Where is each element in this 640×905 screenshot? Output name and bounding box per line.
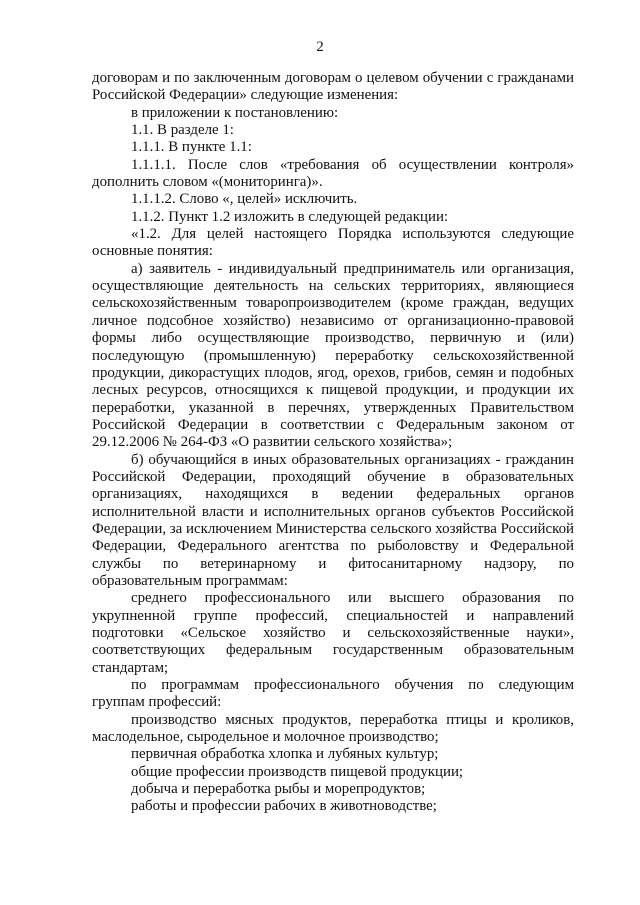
paragraph: в приложении к постановлению: bbox=[131, 104, 339, 121]
paragraph: работы и профессии рабочих в животноводстве; bbox=[131, 798, 437, 815]
paragraph: б) обучающийся в иных образовательных организациях - гражданин Российской Федерации, проходящий обучение в образовательных организациях, находящихся в ведении федеральных органов исполнительной власти и исполнительных органов субъектов Российской Федерации, за исключением Министерства сельского хозяйства Российской Федерации, Федерального агентства по рыболовству и Федеральной службы по ветеринарному и фитосанитарному надзору, по образовательным программам: bbox=[92, 451, 574, 589]
paragraph: производство мясных продуктов, переработка птицы и кроликов, маслодельное, сыродельное и молочное производство; bbox=[92, 711, 574, 746]
paragraph: 1.1.1.2. Слово «, целей» исключить. bbox=[131, 191, 358, 208]
paragraph: среднего профессионального или высшего образования по укрупненной группе профессий, специальностей и направлений подготовки «Сельское хозяйство и сельскохозяйственные науки», соответствующих федеральным государственным образовательным стандартам; bbox=[92, 590, 574, 676]
paragraph: 1.1.2. Пункт 1.2 изложить в следующей редакции: bbox=[131, 208, 449, 225]
paragraph: по программам профессионального обучения по следующим группам профессий: bbox=[92, 677, 574, 711]
page-number: 2 bbox=[316, 39, 324, 55]
paragraph: а) заявитель - индивидуальный предприниматель или организация, осуществляющие деятельность на сельских территориях, являющиеся сельскохозяйственным товаропроизводителем (кроме граждан, ведущих личное подсобное хозяйство) независимо от организационно-правовой формы либо осуществляющие производство, первичную и (или) последующую (промышленную) переработку сельскохозяйственной продукции, дикорастущих плодов, ягод, орехов, грибов, семян и подобных лесных ресурсов, относящихся к пищевой продукции, и продукции их переработки, указанной в перечнях, утвержденных Правительством Российской Федерации в соответствии с Федеральным законом от 29.12.2006 № 264-ФЗ «О развитии сельского хозяйства»; bbox=[92, 260, 574, 451]
paragraph: 1.1.1. В пункте 1.1: bbox=[131, 139, 252, 156]
paragraph: общие профессии производств пищевой продукции; bbox=[131, 763, 464, 780]
paragraph: 1.1.1.1. После слов «требования об осуществлении контроля» дополнить словом «(мониторинга)». bbox=[92, 156, 574, 191]
paragraph: добыча и переработка рыбы и морепродуктов; bbox=[131, 781, 426, 798]
document-body bbox=[92, 70, 574, 816]
paragraph: «1.2. Для целей настоящего Порядка используются следующие основные понятия: bbox=[92, 226, 574, 260]
paragraph: 1.1. В разделе 1: bbox=[131, 122, 234, 139]
paragraph: первичная обработка хлопка и лубяных культур; bbox=[131, 746, 439, 763]
paragraph: договорам и по заключенным договорам о целевом обучении с гражданами Российской Федерации» следующие изменения: bbox=[92, 70, 574, 104]
